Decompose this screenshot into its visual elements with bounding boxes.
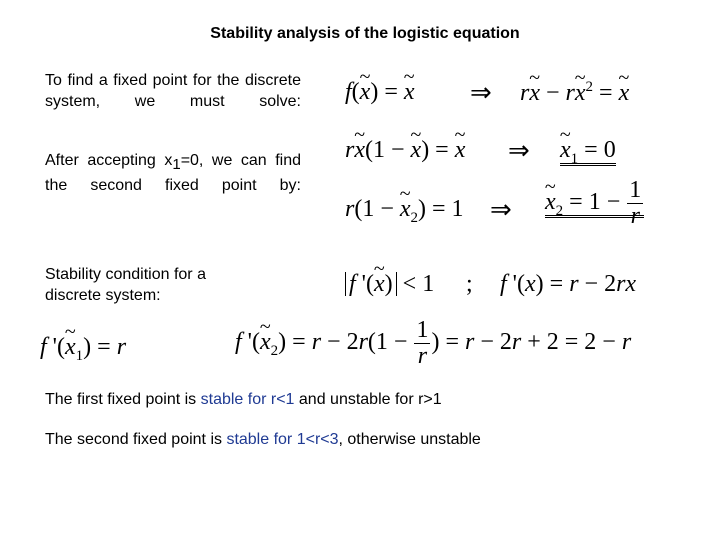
- conclusion1-part3: and unstable for r>1: [294, 391, 442, 408]
- equation-fixed-point: f(~ x) = ~ x: [345, 80, 415, 104]
- conclusion2-part3: , otherwise unstable: [338, 431, 481, 448]
- implies-arrow-2: ⇒: [508, 136, 530, 165]
- text-fixed-point-intro: To find a fixed point for the discrete system, we must solve:: [45, 72, 301, 110]
- text-stability-condition: Stability condition for a discrete system:: [45, 266, 206, 304]
- conclusion-second-fixed-point: [45, 429, 481, 450]
- equation-first-fixed-point: ~ $x_1 = 0$: [560, 138, 616, 167]
- slide-title: Stability analysis of the logistic equation: [210, 25, 520, 42]
- equation-derivative: f '(x) = r − 2rx: [500, 271, 637, 297]
- implies-arrow-1: ⇒: [470, 78, 492, 107]
- equation-stability-condition: f '(~ x) < 1: [345, 272, 434, 296]
- equation-separator: ;: [466, 271, 473, 297]
- equation-second-fixed-point: ~ $x_2 = 1$ − $\frac{1}{r}$: [545, 178, 644, 229]
- conclusion2-stable-range: stable for 1<r<3: [226, 431, 339, 448]
- conclusion-first-fixed-point: [45, 389, 442, 410]
- equation-second-fixed-point-condition: r(1 − ~ $x_2) = 1$: [345, 197, 464, 226]
- equation-derivative-at-x1: f '(~ $x_1) = r$: [40, 335, 126, 364]
- conclusion2-part1: The second fixed point is: [45, 431, 227, 448]
- text-accepting-part1: After accepting x: [45, 152, 173, 169]
- text-second-fixed-point: [45, 150, 301, 196]
- implies-arrow-3: ⇒: [490, 195, 512, 224]
- conclusion1-part1: The first fixed point is: [45, 391, 201, 408]
- equation-derivative-at-x2: f '(~ $x_2) = r - 2r(1$ − $\frac{1}{r}$ ) = r − 2r + 2 = 2 − r: [235, 318, 631, 369]
- equation-fixed-point-expanded: r~ x − r~ $x^2$ = ~ x: [520, 80, 629, 105]
- text-accepting-part2: =0, we can find the second fixed point by:: [45, 152, 302, 195]
- equation-factored: r~ x(1 − ~ x) = ~ x: [345, 138, 465, 162]
- conclusion1-stable-range: stable for r<1: [200, 391, 295, 408]
- text-accepting-subscript: 1: [172, 156, 181, 174]
